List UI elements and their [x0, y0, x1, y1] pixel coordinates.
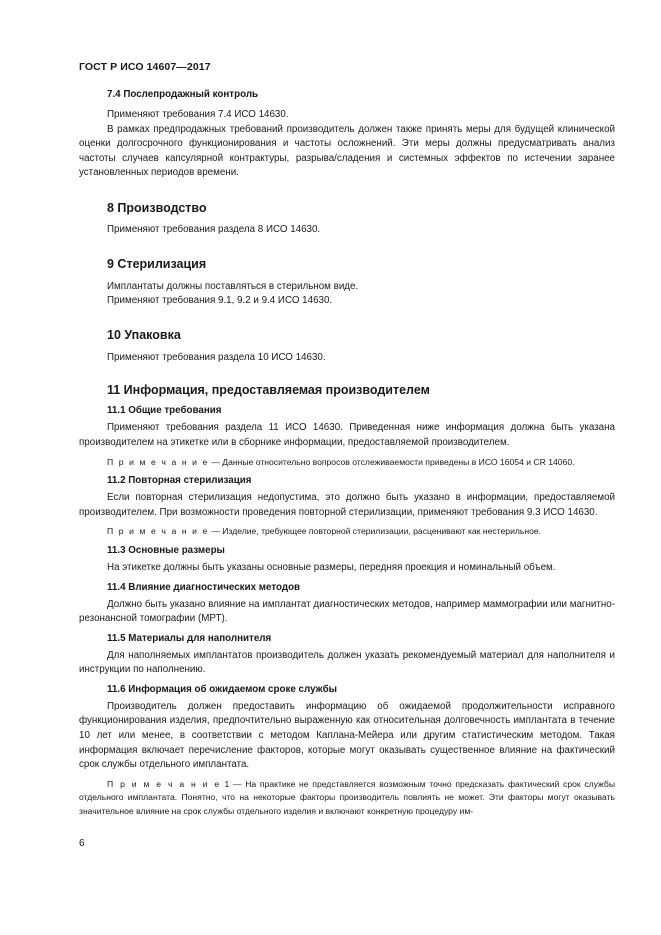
section-11-2-title: 11.2 Повторная стерилизация	[107, 475, 252, 487]
page-number: 6	[79, 838, 85, 849]
section-11-5-title: 11.5 Материалы для наполнителя	[107, 632, 272, 644]
section-7-4-paragraph-1: Применяют требования 7.4 ИСО 14630.	[107, 109, 289, 120]
section-8-paragraph-1: Применяют требования раздела 8 ИСО 14630.	[107, 223, 321, 235]
section-9-paragraph-2: Применяют требования 9.1, 9.2 и 9.4 ИСО 14630.	[107, 295, 333, 307]
section-11-6-title: 11.6 Информация об ожидаемом сроке службы	[107, 683, 338, 695]
section-11-title: 11 Информация, предоставляемая производителем	[107, 383, 430, 398]
section-11-4	[79, 582, 615, 627]
section-7-4-paragraph-2: В рамках предпродажных требований производитель должен также принять меры для будущей клинической оценки долгосрочного функционирования и частоты осложнений. Эти меры должны предусматривать анализ частоты случаев капсулярной контрактуры, разрыва/сладения и системных эффектов по истечении заранее установленных периодов времени.	[79, 123, 615, 179]
section-11-3	[79, 545, 615, 576]
section-11-1-title: 11.1 Общие требования	[107, 405, 222, 417]
section-11-3-paragraph-1: На этикетке должны быть указаны основные размеры, передняя проекция и номинальный объем.	[107, 561, 556, 573]
section-10	[79, 328, 615, 366]
section-9-title: 9 Стерилизация	[107, 256, 207, 271]
note-text: 1 — На практике не представляется возможным точно предсказать фактический срок службы отдельного имплантата. Понятно, что на некоторые факторы производитель повлиять не может. Эти факторы могут оказывать значительное влияние на срок службы отдельного изделия и включают конкретную процедуру им-	[79, 778, 615, 817]
section-11-5	[79, 633, 615, 678]
section-11-4-title: 11.4 Влияние диагностических методов	[107, 581, 301, 593]
section-7-4	[79, 89, 615, 181]
section-11-5-paragraph-1: Для наполняемых имплантатов производитель должен указать рекомендуемый материал для наполнителя и инструкции по наполнению.	[79, 649, 615, 676]
section-11-4-paragraph-1: Должно быть указано влияние на имплантат диагностических методов, например маммографии или магнитно-резонансной томографии (МРТ).	[79, 598, 615, 625]
note-text: — Изделие, требующее повторной стерилизации, расценивают как нестерильное.	[208, 526, 542, 537]
page-content	[79, 89, 615, 819]
note-label: П р и м е ч а н и е	[107, 778, 221, 789]
section-11-2-note	[79, 525, 615, 539]
note-label: П р и м е ч а н и е	[107, 526, 209, 537]
section-11	[79, 383, 615, 818]
section-8	[79, 201, 615, 238]
section-9-paragraph-1: Имплантаты должны поставляться в стерильном виде.	[107, 280, 359, 292]
section-11-3-title: 11.3 Основные размеры	[107, 544, 225, 556]
note-label: П р и м е ч а н и е	[107, 456, 209, 467]
section-11-1-note	[79, 456, 615, 470]
section-11-6-note-1	[79, 778, 615, 819]
section-8-title: 8 Производство	[107, 200, 207, 215]
section-11-1	[79, 405, 615, 469]
note-text: — Данные относительно вопросов отслеживаемости приведены в ИСО 16054 и CR 14060.	[208, 456, 575, 467]
section-7-4-title: 7.4 Послепродажный контроль	[107, 89, 259, 100]
section-11-2	[79, 475, 615, 539]
section-9	[79, 257, 615, 309]
section-10-paragraph-1: Применяют требования раздела 10 ИСО 14630.	[107, 351, 326, 363]
section-11-2-paragraph-1: Если повторная стерилизация недопустима, это должно быть указано в информации, предоставляемой производителем. При возможности проведения повторной стерилизации, применяют требования 9.3 ИСО 14630.	[79, 492, 615, 518]
section-11-6	[79, 684, 615, 819]
section-11-1-paragraph-1: Применяют требования раздела 11 ИСО 14630. Приведенная ниже информация должна быть указана производителем на этикетке или в сборнике информации, предоставляемой производителем.	[79, 422, 615, 448]
standard-header: ГОСТ Р ИСО 14607—2017	[79, 61, 211, 73]
section-10-title: 10 Упаковка	[107, 327, 181, 342]
section-11-6-paragraph-1: Производитель должен предоставить информацию об ожидаемой продолжительности исправного функционирования изделия, предпочтительно выраженную как относительная долговечность имплантата в течение 10 лет или менее, в соответствии с методом Каплана-Мейера или другим статистическим методом. Такая информация включает перечисление факторов, которые могут оказывать существенное влияние на фактический срок службы отдельного имплантата.	[79, 700, 615, 771]
